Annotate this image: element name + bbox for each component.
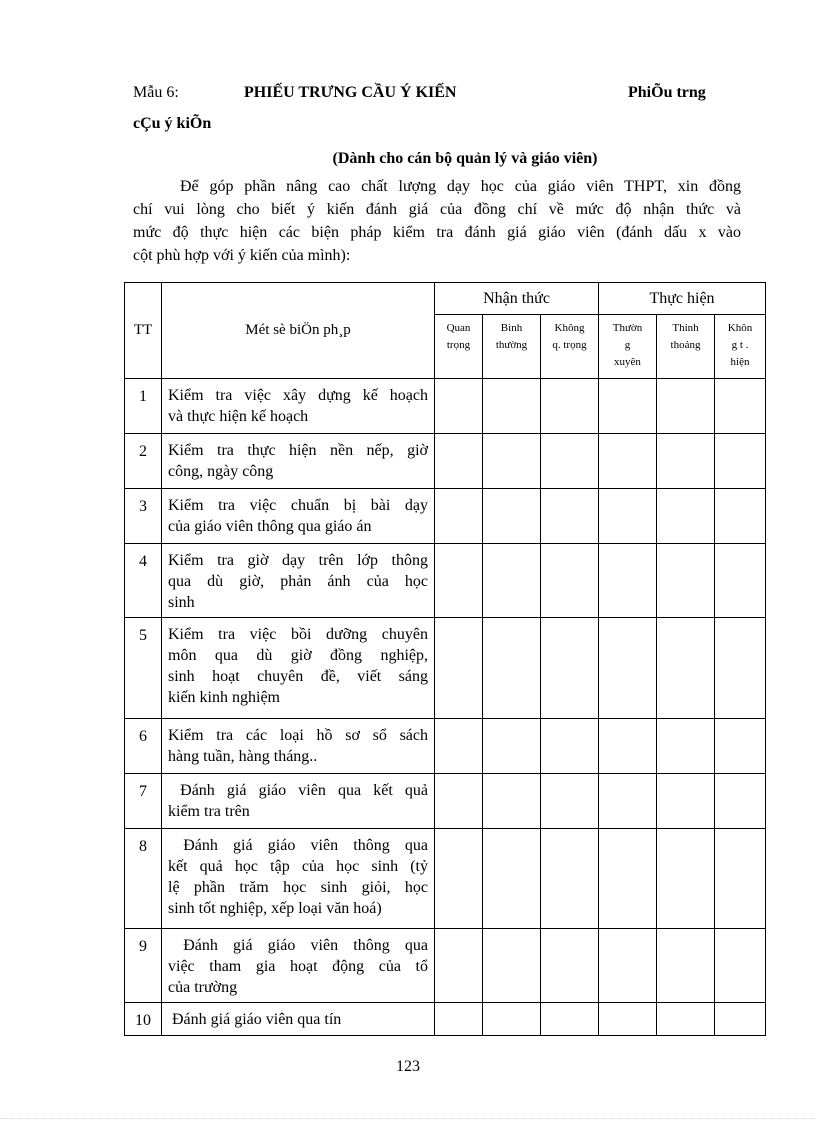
measure-text (162, 379, 435, 434)
answer-cell[interactable] (541, 618, 599, 719)
answer-cell[interactable] (657, 379, 715, 434)
measure-line: kiến kinh nghiệm (168, 689, 280, 706)
measure-line: môn qua dù giờ đồng nghiệp, (168, 647, 428, 664)
table-row (125, 719, 766, 774)
subheader-line: Không (554, 322, 585, 334)
garbled-title-right: PhiÕu trng (628, 84, 706, 101)
group-header-awareness: Nhận thức (435, 283, 599, 315)
table-row (125, 829, 766, 929)
measure-line: lệ phần trăm học sinh giỏi, học (168, 879, 428, 896)
column-header-tt: TT (125, 283, 162, 379)
measure-line: Đánh giá giáo viên thông qua (168, 837, 428, 854)
answer-cell[interactable] (435, 618, 483, 719)
subheader-line: hiện (730, 356, 750, 368)
answer-cell[interactable] (541, 829, 599, 929)
measure-line: sinh (168, 594, 195, 611)
subtitle: (Dành cho cán bộ quản lý và giáo viên) (332, 150, 598, 167)
answer-cell[interactable] (541, 1003, 599, 1036)
row-number: 5 (125, 618, 162, 719)
answer-cell[interactable] (483, 379, 541, 434)
measure-line: kết quả học tập của học sinh (tỷ (168, 858, 428, 875)
answer-cell[interactable] (657, 489, 715, 544)
subheader-line: Bình (500, 322, 523, 334)
subheader-line: g (624, 339, 631, 351)
answer-cell[interactable] (715, 774, 766, 829)
page-number: 123 (396, 1058, 420, 1075)
table-row (125, 544, 766, 618)
row-number: 9 (125, 929, 162, 1003)
measure-line: Kiểm tra việc bồi dưỡng chuyên (168, 626, 428, 643)
measure-line: Kiểm tra việc chuẩn bị bài dạy (168, 497, 428, 514)
measure-text (162, 489, 435, 544)
answer-cell[interactable] (599, 829, 657, 929)
answer-cell[interactable] (715, 929, 766, 1003)
table-header-row (125, 283, 766, 315)
table-row (125, 774, 766, 829)
row-number: 4 (125, 544, 162, 618)
subheader-line: Thườn (612, 322, 643, 334)
answer-cell[interactable] (599, 434, 657, 489)
answer-cell[interactable] (599, 489, 657, 544)
answer-cell[interactable] (483, 719, 541, 774)
measure-text (162, 719, 435, 774)
answer-cell[interactable] (435, 719, 483, 774)
measure-line: và thực hiện kế hoạch (168, 408, 309, 425)
measure-line: Kiểm tra các loại hồ sơ sổ sách (168, 727, 428, 744)
measure-line: của trường (168, 979, 238, 996)
subheader-line: xuyên (614, 356, 641, 368)
survey-table (124, 282, 766, 1036)
answer-cell[interactable] (435, 929, 483, 1003)
table-row (125, 618, 766, 719)
measure-line: sinh hoạt chuyên đề, viết sáng (168, 668, 428, 685)
answer-cell[interactable] (657, 719, 715, 774)
measure-text (162, 1003, 435, 1036)
measure-line: Kiểm tra thực hiện nền nếp, giờ (168, 442, 428, 459)
answer-cell[interactable] (435, 489, 483, 544)
answer-cell[interactable] (435, 1003, 483, 1036)
answer-cell[interactable] (657, 829, 715, 929)
answer-cell[interactable] (541, 774, 599, 829)
measure-line: qua dù giờ, phản ánh của học (168, 573, 428, 590)
row-number: 3 (125, 489, 162, 544)
answer-cell[interactable] (599, 544, 657, 618)
answer-cell[interactable] (541, 489, 599, 544)
answer-cell[interactable] (483, 489, 541, 544)
answer-cell[interactable] (657, 618, 715, 719)
measure-text (162, 434, 435, 489)
answer-cell[interactable] (541, 434, 599, 489)
subheader-line: q. trọng (552, 339, 587, 351)
measure-line: Đánh giá giáo viên qua tín (168, 1011, 342, 1028)
row-number: 1 (125, 379, 162, 434)
subheader-occasionally (657, 315, 715, 379)
subheader-important (435, 315, 483, 379)
answer-cell[interactable] (715, 434, 766, 489)
answer-cell[interactable] (541, 379, 599, 434)
intro-line: Để góp phần nâng cao chất lượng dạy học của giáo viên THPT, xin đồng (180, 178, 741, 195)
measure-line: việc tham gia hoạt động của tổ (168, 958, 428, 975)
subheader-line: trọng (446, 339, 471, 351)
subheader-regularly (599, 315, 657, 379)
subheader-line: Thỉnh (672, 322, 699, 334)
garbled-title-line2: cÇu ý kiÕn (133, 115, 212, 132)
answer-cell[interactable] (435, 434, 483, 489)
answer-cell[interactable] (599, 929, 657, 1003)
answer-cell[interactable] (483, 929, 541, 1003)
measure-line: công, ngày công (168, 463, 274, 480)
intro-line: mức độ thực hiện các biện pháp kiểm tra đánh giá giáo viên (đánh dấu x vào (133, 224, 741, 241)
answer-cell[interactable] (599, 774, 657, 829)
group-header-implementation: Thực hiện (599, 283, 766, 315)
intro-line: cột phù hợp với ý kiến của mình): (133, 247, 351, 264)
subheader-not-important (541, 315, 599, 379)
measure-line: Đánh giá giáo viên thông qua (168, 937, 428, 954)
intro-line: chí vui lòng cho biết ý kiến đánh giá của đồng chí về mức độ nhận thức và (133, 201, 741, 218)
subheader-line: thoảng (670, 339, 701, 351)
answer-cell[interactable] (541, 929, 599, 1003)
answer-cell[interactable] (599, 719, 657, 774)
answer-cell[interactable] (483, 544, 541, 618)
row-number: 8 (125, 829, 162, 929)
answer-cell[interactable] (657, 544, 715, 618)
table-row (125, 379, 766, 434)
subheader-line: Khôn (727, 322, 753, 334)
row-number: 6 (125, 719, 162, 774)
intro-paragraph (133, 175, 741, 267)
answer-cell[interactable] (715, 379, 766, 434)
answer-cell[interactable] (541, 544, 599, 618)
answer-cell[interactable] (541, 719, 599, 774)
answer-cell[interactable] (483, 434, 541, 489)
subheader-line: Quan (446, 322, 471, 334)
table-row (125, 1003, 766, 1036)
measure-line: Kiểm tra việc xây dựng kế hoạch (168, 387, 428, 404)
subheader-line: thường (495, 339, 528, 351)
page-divider (0, 1118, 816, 1119)
answer-cell[interactable] (435, 544, 483, 618)
measure-text (162, 544, 435, 618)
measure-line: Đánh giá giáo viên qua kết quả (168, 782, 428, 799)
answer-cell[interactable] (599, 379, 657, 434)
answer-cell[interactable] (715, 618, 766, 719)
column-header-measure: Mét sè biÖn ph¸p (162, 283, 435, 379)
answer-cell[interactable] (483, 618, 541, 719)
answer-cell[interactable] (657, 774, 715, 829)
answer-cell[interactable] (715, 489, 766, 544)
measure-line: kiểm tra trên (168, 803, 250, 820)
answer-cell[interactable] (657, 1003, 715, 1036)
answer-cell[interactable] (657, 434, 715, 489)
answer-cell[interactable] (483, 829, 541, 929)
row-number: 7 (125, 774, 162, 829)
subheader-normal (483, 315, 541, 379)
answer-cell[interactable] (715, 1003, 766, 1036)
row-number: 10 (125, 1003, 162, 1036)
answer-cell[interactable] (435, 379, 483, 434)
answer-cell[interactable] (435, 774, 483, 829)
table-row (125, 434, 766, 489)
answer-cell[interactable] (483, 774, 541, 829)
answer-cell[interactable] (599, 1003, 657, 1036)
answer-cell[interactable] (435, 829, 483, 929)
answer-cell[interactable] (599, 618, 657, 719)
measure-text (162, 774, 435, 829)
form-title: PHIẾU TRƯNG CẦU Ý KIẾN (244, 84, 457, 101)
answer-cell[interactable] (483, 1003, 541, 1036)
table-row (125, 929, 766, 1003)
answer-cell[interactable] (715, 829, 766, 929)
form-label: Mẫu 6: (133, 84, 179, 101)
measure-text (162, 929, 435, 1003)
answer-cell[interactable] (715, 544, 766, 618)
measure-line: hàng tuần, hàng tháng.. (168, 748, 318, 765)
measure-line: của giáo viên thông qua giáo án (168, 518, 372, 535)
table-row (125, 489, 766, 544)
subheader-line: g t . (731, 339, 749, 351)
row-number: 2 (125, 434, 162, 489)
measure-text (162, 618, 435, 719)
measure-line: sinh tốt nghiệp, xếp loại văn hoá) (168, 900, 382, 917)
measure-text (162, 829, 435, 929)
answer-cell[interactable] (657, 929, 715, 1003)
measure-line: Kiểm tra giờ dạy trên lớp thông (168, 552, 428, 569)
subheader-not-implemented (715, 315, 766, 379)
answer-cell[interactable] (715, 719, 766, 774)
table-body (125, 379, 766, 1036)
